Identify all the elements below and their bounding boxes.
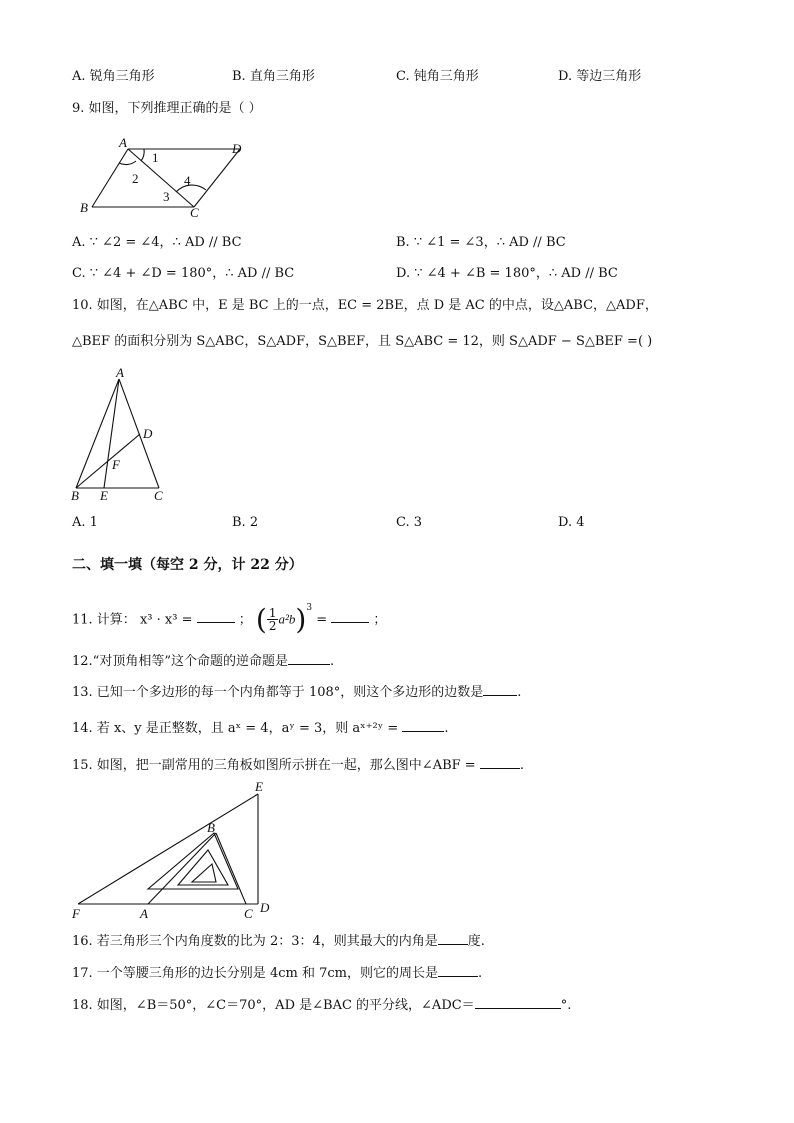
q13-blank[interactable] <box>483 682 517 696</box>
q12 <box>72 651 334 671</box>
q15 <box>72 755 524 775</box>
q13-text: 13. 已知一个多边形的每一个内角都等于 108°，则这个多边形的边数是 <box>72 685 484 700</box>
q11-frac-num: 1 <box>268 606 277 621</box>
q15-label-e: E <box>255 779 263 794</box>
q9-label-c: C <box>190 205 199 220</box>
q8-option-d: D. 等边三角形 <box>558 69 642 84</box>
q10-label-f: F <box>112 457 120 472</box>
q9-label-a: A <box>119 135 127 150</box>
q11-expr2-body: a²b <box>278 611 296 627</box>
q10-option-a: A. 1 <box>72 515 98 530</box>
q15-label-b: B <box>207 820 215 835</box>
q18-end: °. <box>560 998 572 1013</box>
q9-angle-3: 3 <box>163 189 170 204</box>
q10-option-b: B. 2 <box>232 515 259 530</box>
q12-text: 12.“对顶角相等”这个命题的逆命题是 <box>72 654 288 669</box>
q10-stem-line1: 10. 如图，在△ABC 中，E 是 BC 上的一点，EC = 2BE，点 D 是 AC 的中点，设△ABC，△ADF， <box>72 298 658 313</box>
q11-prefix: 11. 计算： <box>72 612 136 628</box>
q11-end: ； <box>373 612 387 628</box>
q15-label-d: D <box>260 900 270 915</box>
q14-text: 14. 若 x、y 是正整数，且 aˣ = 4，aʸ = 3，则 aˣ⁺²ʸ = <box>72 721 399 736</box>
q15-label-c: C <box>244 906 253 920</box>
q15-set-squares-figure <box>66 778 286 920</box>
q10-triangle-figure <box>66 366 176 506</box>
q9-label-b: B <box>80 200 88 215</box>
q16-end: 度. <box>467 934 485 949</box>
q8-option-c: C. 钝角三角形 <box>396 69 479 84</box>
q10-label-b: B <box>71 488 79 503</box>
q9-label-d: D <box>232 141 242 156</box>
q15-end: . <box>519 758 524 773</box>
q11-expr1: x³ · x³ = <box>139 612 193 628</box>
q10-option-d: D. 4 <box>558 515 585 530</box>
q17 <box>72 963 482 983</box>
q11-blank-2[interactable] <box>331 609 369 623</box>
q9-option-d: D. ∵ ∠4 + ∠B = 180°，∴ AD // BC <box>396 266 618 281</box>
q11-fraction <box>267 607 279 632</box>
q9-option-b: B. ∵ ∠1 = ∠3，∴ AD // BC <box>396 235 566 250</box>
q11-expr2-power: 3 <box>306 603 313 613</box>
q14-blank[interactable] <box>402 718 444 732</box>
q15-text: 15. 如图，把一副常用的三角板如图所示拼在一起，那么图中∠ABF = <box>72 758 476 773</box>
q9-option-a: A. ∵ ∠2 = ∠4，∴ AD // BC <box>72 235 242 250</box>
q10-label-d: D <box>143 426 153 441</box>
q10-label-a: A <box>116 366 124 380</box>
q18-blank[interactable] <box>475 995 561 1009</box>
q11-sep: ； <box>238 612 252 628</box>
q11-paren-open: ( <box>255 602 267 636</box>
q17-end: . <box>477 966 483 981</box>
q14 <box>72 718 449 738</box>
q9-angle-4: 4 <box>184 173 191 188</box>
q11-equals: = <box>316 612 328 628</box>
q9-angle-1: 1 <box>152 150 159 165</box>
q18-text: 18. 如图，∠B＝50°，∠C＝70°，AD 是∠BAC 的平分线，∠ADC＝ <box>72 998 475 1013</box>
q10-label-c: C <box>154 488 163 503</box>
q9-stem: 9. 如图，下列推理正确的是（ ） <box>72 101 262 116</box>
q18 <box>72 995 571 1015</box>
q9-parallelogram-figure <box>72 134 262 220</box>
q12-end: . <box>329 654 335 669</box>
q10-option-c: C. 3 <box>396 515 423 530</box>
q10-label-e: E <box>100 488 108 503</box>
q8-option-a: A. 锐角三角形 <box>72 69 155 84</box>
q16-text: 16. 若三角形三个内角度数的比为 2：3：4，则其最大的内角是 <box>72 934 438 949</box>
q14-end: . <box>444 721 449 736</box>
section-2-title: 二、填一填（每空 2 分，计 22 分） <box>72 557 303 573</box>
q11 <box>72 597 386 639</box>
q11-frac-den: 2 <box>268 619 277 634</box>
q8-option-b: B. 直角三角形 <box>232 69 315 84</box>
q15-label-a: A <box>140 906 148 920</box>
q11-paren-close: ) <box>295 602 307 636</box>
q13-end: . <box>517 685 522 700</box>
q10-stem-line2: △BEF 的面积分别为 S△ABC，S△ADF，S△BEF，且 S△ABC = 12，则 S△ADF − S△BEF =( ) <box>72 334 653 349</box>
q11-blank-1[interactable] <box>197 609 235 623</box>
q12-blank[interactable] <box>288 651 330 665</box>
q15-label-f: F <box>72 906 80 920</box>
q9-angle-2: 2 <box>132 171 139 186</box>
q15-blank[interactable] <box>480 755 520 769</box>
q9-option-c: C. ∵ ∠4 + ∠D = 180°，∴ AD // BC <box>72 266 295 281</box>
q16 <box>72 931 485 951</box>
q17-blank[interactable] <box>438 963 478 977</box>
q16-blank[interactable] <box>438 931 468 945</box>
q17-text: 17. 一个等腰三角形的边长分别是 4cm 和 7cm，则它的周长是 <box>72 966 438 981</box>
q13 <box>72 682 521 702</box>
